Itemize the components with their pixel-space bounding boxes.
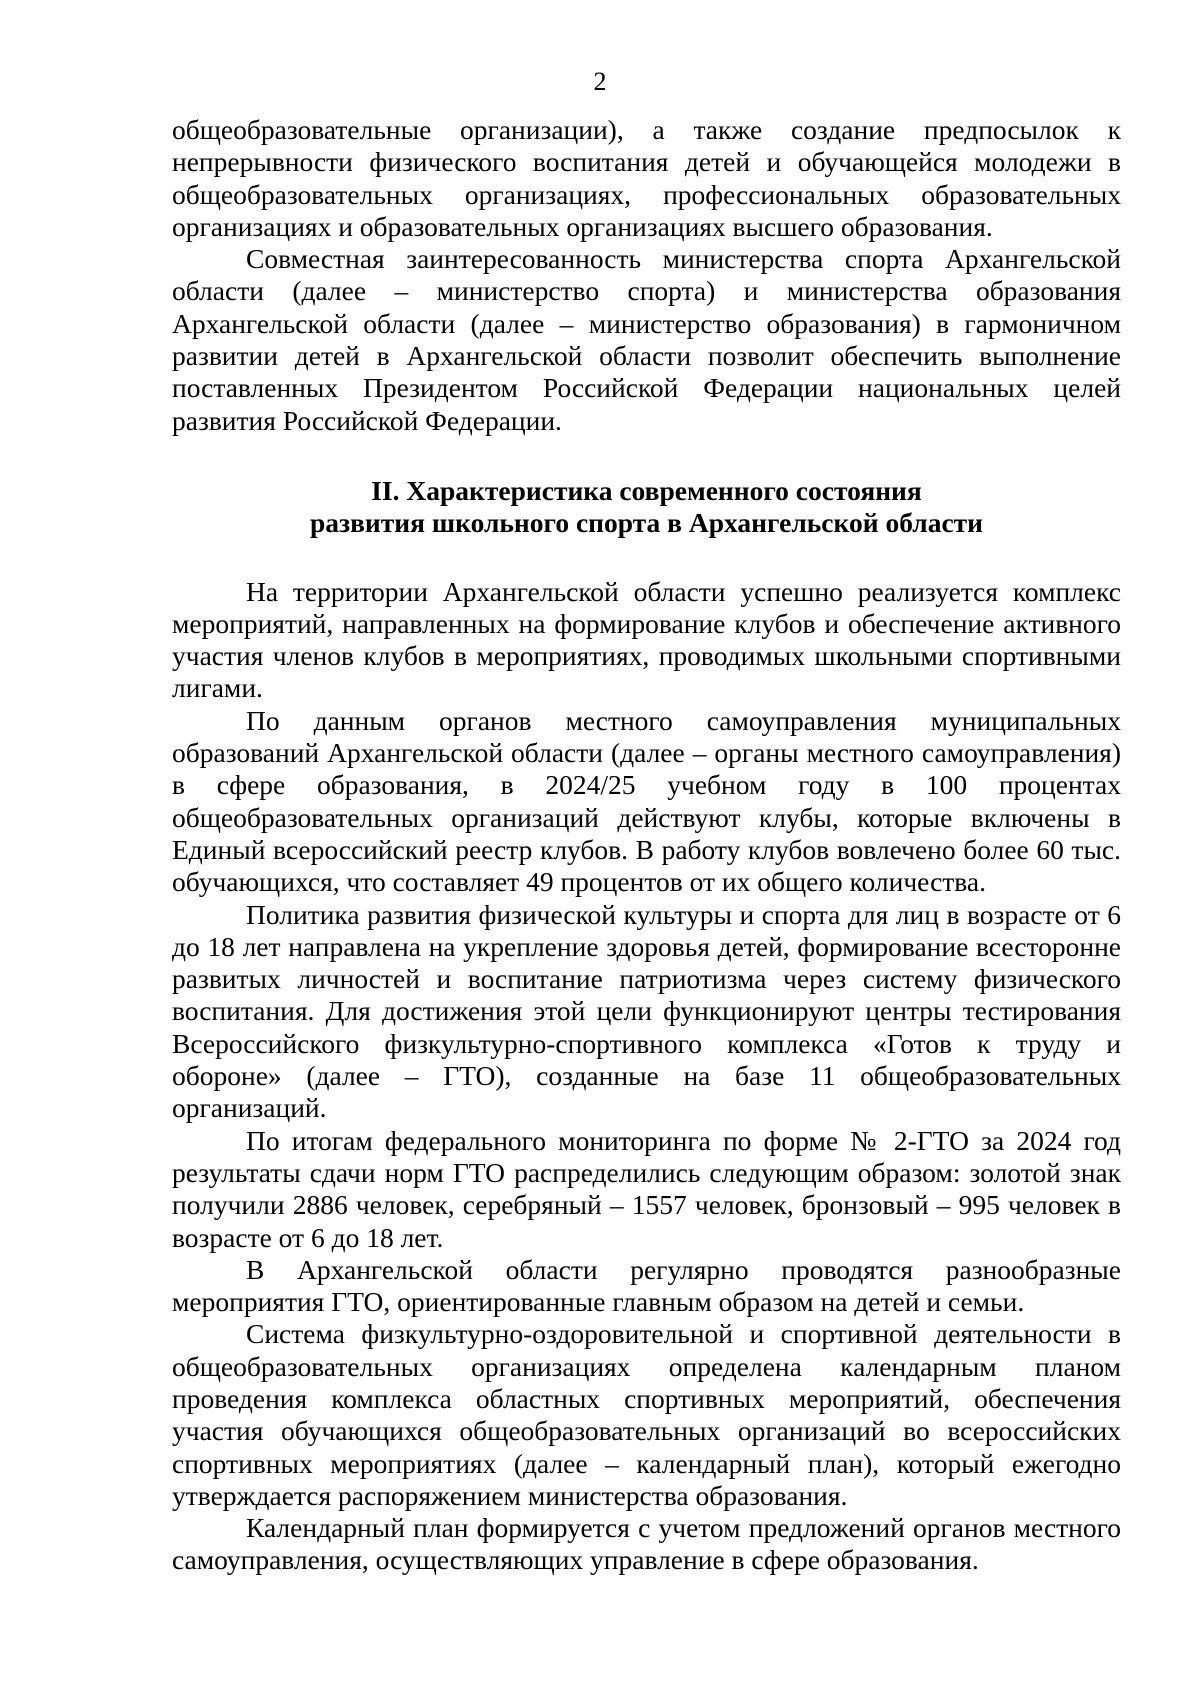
paragraph-gto-events: В Архангельской области регулярно проводятся разнообразные мероприятия ГТО, ориентированные главным образом на детей и семьи. bbox=[172, 1253, 1121, 1318]
paragraph-sports-policy: Политика развития физической культуры и спорта для лиц в возрасте от 6 до 18 лет направлена на укрепление здоровья детей, формирование всесторонне развитых личностей и воспитание патриотизма через систему физического воспитания. Для достижения этой цели функционируют центры тестирования Всероссийского физкультурно-спортивного комплекса «Готов к труду и обороне» (далее – ГТО), созданные на базе 11 общеобразовательных организаций. bbox=[172, 898, 1121, 1124]
section-heading-line-1: II. Характеристика современного состояния bbox=[371, 474, 922, 506]
document-body bbox=[172, 114, 1121, 1577]
paragraph-activity-system: Система физкультурно-оздоровительной и спортивной деятельности в общеобразовательных организациях определена календарным планом проведения комплекса областных спортивных мероприятий, обеспечения участия обучающихся общеобразовательных организаций во всероссийских спортивных мероприятиях (далее – календарный план), который ежегодно утверждается распоряжением министерства образования. bbox=[172, 1318, 1121, 1511]
paragraph-calendar-plan: Календарный план формируется с учетом предложений органов местного самоуправления, осуществляющих управление в сфере образования. bbox=[172, 1512, 1121, 1576]
paragraph-clubs-program: На территории Архангельской области успешно реализуется комплекс мероприятий, направленных на формирование клубов и обеспечение активного участия членов клубов в мероприятиях, проводимых школьными спортивными лигами. bbox=[172, 575, 1121, 704]
section-heading-line-2: развития школьного спорта в Архангельской области bbox=[309, 507, 984, 539]
paragraph-continuation: общеобразовательные организации), а также создание предпосылок к непрерывности физического воспитания детей и обучающейся молодежи в общеобразовательных организациях, профессиональных образовательных организациях и образовательных организациях высшего образования. bbox=[172, 114, 1121, 242]
paragraph-joint-interest: Совместная заинтересованность министерства спорта Архангельской области (далее – министерство спорта) и министерства образования Архангельской области (далее – министерство образования) в гармоничном развитии детей в Архангельской области позволит обеспечить выполнение поставленных Президентом Российской Федерации национальных целей развития Российской Федерации. bbox=[172, 243, 1121, 436]
section-heading bbox=[172, 475, 1121, 540]
page-number: 2 bbox=[593, 67, 607, 96]
paragraph-gto-results: По итогам федерального мониторинга по форме № 2-ГТО за 2024 год результаты сдачи норм ГТО распределились следующим образом: золотой знак получили 2886 человек, серебряный – 1557 человек, бронзовый – 995 человек в возрасте от 6 до 18 лет. bbox=[172, 1124, 1121, 1253]
paragraph-clubs-statistics: По данным органов местного самоуправления муниципальных образований Архангельской области (далее – органы местного самоуправления) в сфере образования, в 2024/25 учебном году в 100 процентах общеобразовательных организаций действуют клубы, которые включены в Единый всероссийский реестр клубов. В работу клубов вовлечено более 60 тыс. обучающихся, что составляет 49 процентов от их общего количества. bbox=[172, 704, 1121, 898]
